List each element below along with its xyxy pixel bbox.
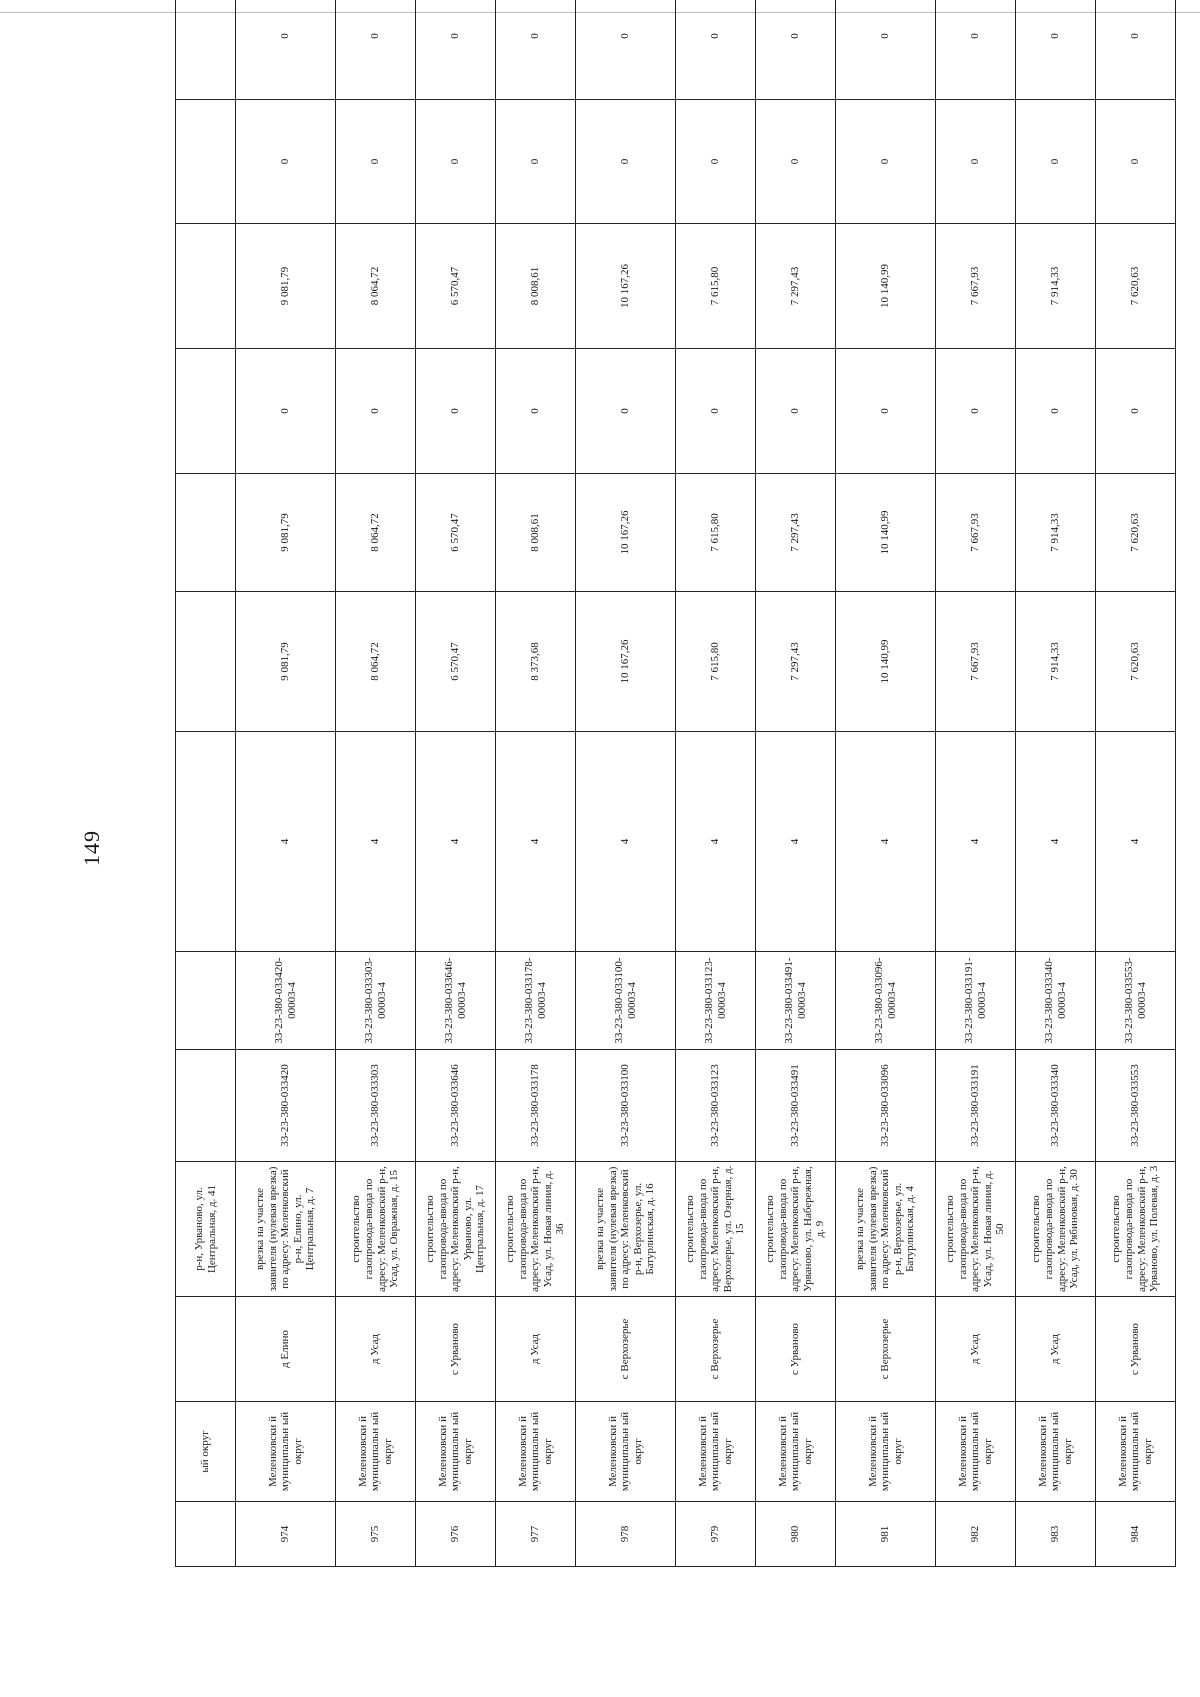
header-cell-code	[176, 1050, 236, 1162]
value-5-cell: 0	[836, 100, 936, 224]
work-description-cell: строительство газопровода-ввода по адресу: Меленковский р-н, Усад, ул. Овражная, д. 15	[336, 1162, 416, 1297]
work-description-cell: врезка на участке заявителя (нулевая врезка) по адресу: Меленковский р-н, Елино, ул. Центральная, д. 7	[236, 1162, 336, 1297]
municipality-cell: Меленковски й муниципальн ый округ	[416, 1402, 496, 1502]
settlement-cell: с Верхозерье	[576, 1297, 676, 1402]
row-number-cell: 984	[1096, 1502, 1176, 1567]
work-description-cell: строительство газопровода-ввода по адресу: Меленковский р-н, Урваново, ул. Центральная, д. 17	[416, 1162, 496, 1297]
object-code-cell: 33-23-380-033646	[416, 1050, 496, 1162]
row-number-cell: 980	[756, 1502, 836, 1567]
header-cell-municipality: ый округ	[176, 1402, 236, 1502]
value-4-cell: 7 297,43	[756, 224, 836, 349]
value-1-cell: 6 570,47	[416, 592, 496, 732]
table-row	[336, 0, 416, 1567]
work-description-cell: строительство газопровода-ввода по адресу: Меленковский р-н, Урваново, ул. Набережная, д. 9	[756, 1162, 836, 1297]
row-number-cell: 981	[836, 1502, 936, 1567]
object-code-full-cell: 33-23-380-033191-00003-4	[936, 952, 1016, 1050]
value-3-cell: 0	[1016, 349, 1096, 474]
settlement-cell: д Усад	[1016, 1297, 1096, 1402]
category-cell: 4	[756, 732, 836, 952]
header-cell-v5	[176, 100, 236, 224]
value-2-cell: 7 667,93	[936, 474, 1016, 592]
value-2-cell: 7 615,80	[676, 474, 756, 592]
object-code-full-cell: 33-23-380-033096-00003-4	[836, 952, 936, 1050]
table-row	[1096, 0, 1176, 1567]
row-number-cell: 976	[416, 1502, 496, 1567]
object-code-cell: 33-23-380-033096	[836, 1050, 936, 1162]
row-number-cell: 979	[676, 1502, 756, 1567]
object-code-cell: 33-23-380-033100	[576, 1050, 676, 1162]
value-1-cell: 10 167,26	[576, 592, 676, 732]
value-6-cell: 0	[676, 0, 756, 100]
municipality-cell: Меленковски й муниципальн ый округ	[836, 1402, 936, 1502]
value-4-cell: 7 914,33	[1016, 224, 1096, 349]
municipality-cell: Меленковски й муниципальн ый округ	[676, 1402, 756, 1502]
settlement-cell: с Урваново	[756, 1297, 836, 1402]
value-5-cell: 0	[336, 100, 416, 224]
value-2-cell: 8 008,61	[496, 474, 576, 592]
row-number-cell: 978	[576, 1502, 676, 1567]
municipality-cell: Меленковски й муниципальн ый округ	[496, 1402, 576, 1502]
settlement-cell: д Елино	[236, 1297, 336, 1402]
municipality-cell: Меленковски й муниципальн ый округ	[756, 1402, 836, 1502]
value-3-cell: 0	[576, 349, 676, 474]
value-4-cell: 8 008,61	[496, 224, 576, 349]
value-3-cell: 0	[936, 349, 1016, 474]
value-5-cell: 0	[1096, 100, 1176, 224]
object-code-cell: 33-23-380-033340	[1016, 1050, 1096, 1162]
value-3-cell: 0	[1096, 349, 1176, 474]
value-1-cell: 8 064,72	[336, 592, 416, 732]
header-fragment-row	[176, 0, 236, 1567]
value-4-cell: 6 570,47	[416, 224, 496, 349]
settlement-cell: д Усад	[336, 1297, 416, 1402]
header-cell-v2	[176, 474, 236, 592]
value-6-cell: 0	[756, 0, 836, 100]
work-description-cell: строительство газопровода-ввода по адресу: Меленковский р-н, Усад, ул. Рябиновая, д. 30	[1016, 1162, 1096, 1297]
value-3-cell: 0	[336, 349, 416, 474]
category-cell: 4	[1096, 732, 1176, 952]
value-5-cell: 0	[676, 100, 756, 224]
value-3-cell: 0	[676, 349, 756, 474]
row-number-cell: 974	[236, 1502, 336, 1567]
settlement-cell: д Усад	[496, 1297, 576, 1402]
category-cell: 4	[336, 732, 416, 952]
object-code-full-cell: 33-23-380-033340-00003-4	[1016, 952, 1096, 1050]
value-2-cell: 6 570,47	[416, 474, 496, 592]
header-cell-code-full	[176, 952, 236, 1050]
value-5-cell: 0	[416, 100, 496, 224]
object-code-full-cell: 33-23-380-033100-00003-4	[576, 952, 676, 1050]
header-cell-v1	[176, 592, 236, 732]
value-2-cell: 7 914,33	[1016, 474, 1096, 592]
value-2-cell: 7 297,43	[756, 474, 836, 592]
category-cell: 4	[416, 732, 496, 952]
value-4-cell: 7 620,63	[1096, 224, 1176, 349]
value-6-cell: 0	[336, 0, 416, 100]
value-5-cell: 0	[1016, 100, 1096, 224]
value-6-cell: 0	[936, 0, 1016, 100]
value-5-cell: 0	[496, 100, 576, 224]
work-description-cell: строительство газопровода-ввода по адресу: Меленковский р-н, Усад, ул. Новая линия, д. 50	[936, 1162, 1016, 1297]
value-3-cell: 0	[236, 349, 336, 474]
value-3-cell: 0	[496, 349, 576, 474]
value-1-cell: 10 140,99	[836, 592, 936, 732]
row-number-cell: 982	[936, 1502, 1016, 1567]
row-number-cell: 977	[496, 1502, 576, 1567]
value-6-cell: 0	[236, 0, 336, 100]
header-cell-number	[176, 1502, 236, 1567]
register-table	[175, 0, 1176, 1567]
header-cell-category	[176, 732, 236, 952]
page-number: 149	[79, 830, 104, 866]
work-description-cell: строительство газопровода-ввода по адресу: Меленковский р-н, Усад, ул. Новая линия, д. 36	[496, 1162, 576, 1297]
value-1-cell: 7 615,80	[676, 592, 756, 732]
object-code-cell: 33-23-380-033178	[496, 1050, 576, 1162]
value-6-cell: 0	[1096, 0, 1176, 100]
value-6-cell: 0	[576, 0, 676, 100]
object-code-cell: 33-23-380-033123	[676, 1050, 756, 1162]
row-number-cell: 975	[336, 1502, 416, 1567]
municipality-cell: Меленковски й муниципальн ый округ	[336, 1402, 416, 1502]
object-code-cell: 33-23-380-033553	[1096, 1050, 1176, 1162]
settlement-cell: с Урваново	[416, 1297, 496, 1402]
header-cell-settlement	[176, 1297, 236, 1402]
value-4-cell: 7 615,80	[676, 224, 756, 349]
work-description-cell: строительство газопровода-ввода по адресу: Меленковский р-н, Верхозерье, ул. Озерная, д. 15	[676, 1162, 756, 1297]
value-1-cell: 7 297,43	[756, 592, 836, 732]
value-4-cell: 10 167,26	[576, 224, 676, 349]
value-6-cell: 0	[416, 0, 496, 100]
value-6-cell: 0	[496, 0, 576, 100]
value-4-cell: 10 140,99	[836, 224, 936, 349]
work-description-cell: врезка на участке заявителя (нулевая врезка) по адресу: Меленковский р-н, Верхозерье, ул. Батурлинская, д. 4	[836, 1162, 936, 1297]
object-code-cell: 33-23-380-033303	[336, 1050, 416, 1162]
table-row	[836, 0, 936, 1567]
category-cell: 4	[676, 732, 756, 952]
value-1-cell: 7 667,93	[936, 592, 1016, 732]
value-5-cell: 0	[576, 100, 676, 224]
value-3-cell: 0	[416, 349, 496, 474]
work-description-cell: врезка на участке заявителя (нулевая врезка) по адресу: Меленковский р-н, Верхозерье, ул. Батурлинская, д. 16	[576, 1162, 676, 1297]
value-2-cell: 8 064,72	[336, 474, 416, 592]
settlement-cell: с Верхозерье	[836, 1297, 936, 1402]
value-3-cell: 0	[756, 349, 836, 474]
value-5-cell: 0	[936, 100, 1016, 224]
value-1-cell: 8 373,68	[496, 592, 576, 732]
category-cell: 4	[1016, 732, 1096, 952]
value-1-cell: 9 081,79	[236, 592, 336, 732]
object-code-full-cell: 33-23-380-033646-00003-4	[416, 952, 496, 1050]
rotated-table-container	[175, 33, 1161, 1567]
value-2-cell: 10 140,99	[836, 474, 936, 592]
object-code-full-cell: 33-23-380-033303-00003-4	[336, 952, 416, 1050]
table-row	[936, 0, 1016, 1567]
object-code-cell: 33-23-380-033420	[236, 1050, 336, 1162]
object-code-cell: 33-23-380-033491	[756, 1050, 836, 1162]
value-4-cell: 7 667,93	[936, 224, 1016, 349]
object-code-cell: 33-23-380-033191	[936, 1050, 1016, 1162]
value-1-cell: 7 914,33	[1016, 592, 1096, 732]
object-code-full-cell: 33-23-380-033178-00003-4	[496, 952, 576, 1050]
object-code-full-cell: 33-23-380-033123-00003-4	[676, 952, 756, 1050]
header-cell-work: р-н, Урваново, ул. Центральная, д. 41	[176, 1162, 236, 1297]
value-4-cell: 9 081,79	[236, 224, 336, 349]
value-2-cell: 9 081,79	[236, 474, 336, 592]
object-code-full-cell: 33-23-380-033491-00003-4	[756, 952, 836, 1050]
category-cell: 4	[496, 732, 576, 952]
row-number-cell: 983	[1016, 1502, 1096, 1567]
category-cell: 4	[576, 732, 676, 952]
value-5-cell: 0	[756, 100, 836, 224]
table-row	[416, 0, 496, 1567]
header-cell-v4	[176, 224, 236, 349]
municipality-cell: Меленковски й муниципальн ый округ	[576, 1402, 676, 1502]
table-row	[676, 0, 756, 1567]
table-row	[576, 0, 676, 1567]
municipality-cell: Меленковски й муниципальн ый округ	[236, 1402, 336, 1502]
header-cell-v6	[176, 0, 236, 100]
value-6-cell: 0	[836, 0, 936, 100]
table-row	[496, 0, 576, 1567]
municipality-cell: Меленковски й муниципальн ый округ	[1096, 1402, 1176, 1502]
settlement-cell: с Урваново	[1096, 1297, 1176, 1402]
municipality-cell: Меленковски й муниципальн ый округ	[1016, 1402, 1096, 1502]
object-code-full-cell: 33-23-380-033420-00003-4	[236, 952, 336, 1050]
table-row	[756, 0, 836, 1567]
settlement-cell: с Верхозерье	[676, 1297, 756, 1402]
object-code-full-cell: 33-23-380-033553-00003-4	[1096, 952, 1176, 1050]
value-2-cell: 7 620,63	[1096, 474, 1176, 592]
category-cell: 4	[936, 732, 1016, 952]
value-3-cell: 0	[836, 349, 936, 474]
value-1-cell: 7 620,63	[1096, 592, 1176, 732]
table-row	[1016, 0, 1096, 1567]
municipality-cell: Меленковски й муниципальн ый округ	[936, 1402, 1016, 1502]
value-2-cell: 10 167,26	[576, 474, 676, 592]
header-cell-v3	[176, 349, 236, 474]
table-row	[236, 0, 336, 1567]
settlement-cell: д Усад	[936, 1297, 1016, 1402]
value-4-cell: 8 064,72	[336, 224, 416, 349]
category-cell: 4	[836, 732, 936, 952]
value-6-cell: 0	[1016, 0, 1096, 100]
category-cell: 4	[236, 732, 336, 952]
value-5-cell: 0	[236, 100, 336, 224]
work-description-cell: строительство газопровода-ввода по адресу: Меленковский р-н, Урваново, ул. Полевая, д. 3	[1096, 1162, 1176, 1297]
